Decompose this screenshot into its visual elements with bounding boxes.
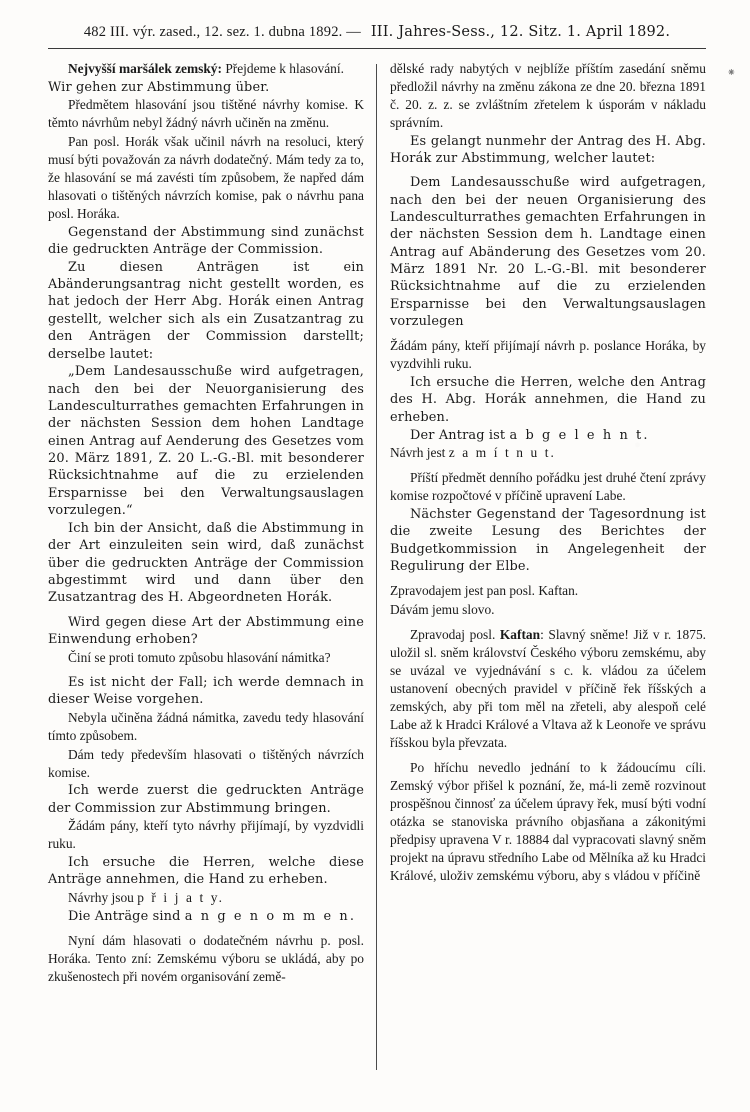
paragraph-text: Ich ersuche die Herren, welche diese Anträge annehmen, die Hand zu erheben. — [48, 854, 364, 888]
paragraph — [390, 759, 706, 885]
header-rule — [48, 48, 706, 49]
paragraph-text: Ich bin der Ansicht, daß die Abstimmung in der Art einzuleiten sein wird, daß zunächst über die gedruckten Anträge der Commission abgestimmt wird und dann über den Zusatzantrag des H. Abgeordneten Horák. — [48, 520, 364, 606]
paragraph-text: Činí se proti tomuto způsobu hlasování námitka? — [68, 649, 331, 665]
speaker-role: Zpravodaj posl. — [410, 626, 500, 642]
paragraph — [390, 374, 706, 426]
speaker-name: Kaftan — [499, 626, 541, 642]
paragraph-text: Es ist nicht der Fall; ich werde demnach in dieser Weise vorgehen. — [48, 674, 364, 708]
paragraph-text: Zpravodajem jest pan posl. Kaftan. — [390, 583, 579, 599]
header-czech: 482 III. výr. zased., 12. sez. 1. dubna 1892. — — [83, 24, 362, 40]
emphasized-result: a n g e n o m m e n. — [184, 908, 357, 924]
paragraph-text: Ich werde zuerst die gedruckten Anträge der Commission zur Abstimmung bringen. — [48, 783, 364, 816]
paragraph — [48, 817, 364, 853]
paragraph — [390, 60, 706, 132]
paragraph-text: Návrh jest — [390, 445, 449, 461]
paragraph — [48, 746, 364, 782]
paragraph — [390, 506, 706, 575]
paragraph — [48, 908, 364, 925]
paragraph — [390, 444, 706, 462]
paragraph-text: Ich ersuche die Herren, welche den Antrag des H. Abg. Horák annehmen, die Hand zu erheben. — [390, 374, 706, 425]
paragraph-text: Zu diesen Anträgen ist ein Abänderungsantrag nicht gestellt worden, es hat jedoch der Herr Abg. Horák einen Antrag gestellt, welcher sich als ein Zusatzantrag zu den Anträgen der Commission darstellt; derselbe lautet: — [48, 259, 364, 362]
paragraph-text: Přejdeme k hlasování. — [221, 61, 344, 76]
paragraph-text: Nächster Gegenstand der Tagesordnung ist die zweite Lesung des Berichtes der Budgetkommission in Angelegenheit der Regulirung der Elbe. — [390, 506, 706, 574]
speaker-name: Nejvyšší maršálek zemský: — [68, 61, 222, 76]
paragraph — [390, 601, 706, 619]
paragraph — [48, 224, 364, 259]
paragraph-text: dělské rady nabytých v nejblíže příštím zasedání sněmu předložil návrhy na změnu zákona ze dne 20. března 1891 č. 20. z. z. se zvláštním zřetelem k úsporám v nákladu správním. — [390, 61, 706, 131]
paragraph-text: Es gelangt nunmehr der Antrag des H. Abg. Horák zur Abstimmung, welcher lautet: — [390, 133, 706, 166]
paragraph-text: Dávám jemu slovo. — [390, 601, 495, 617]
paragraph-text: Pan posl. Horák však učinil návrh na resoluci, který musí býti považován za návrh dodatečný. Mám tedy za to, že hlasování se má zavésti tím způsobem, že napřed dám hlasovati o tištěných návrzích komise, pak o návrhu pana posl. Horáka. — [48, 133, 364, 222]
paragraph — [48, 259, 364, 363]
emphasized-result: z a m í t n u t. — [448, 445, 557, 461]
paragraph — [390, 337, 706, 373]
paragraph — [48, 674, 364, 709]
paragraph-text: Nyní dám hlasovati o dodatečném návrhu p. posl. Horáka. Tento zní: Zemskému výboru se ukládá, aby po zkušenostech při novém organisování země- — [48, 933, 364, 985]
paragraph — [390, 133, 706, 168]
paragraph-text: Wir gehen zur Abstimmung über. — [48, 79, 270, 95]
paragraph — [48, 889, 364, 907]
paragraph — [48, 614, 364, 649]
header-german: III. Jahres-Sess., 12. Sitz. 1. April 1892. — [370, 24, 671, 40]
paragraph — [48, 79, 364, 96]
paragraph-text: Po hříchu nevedlo jednání to k žádoucímu cíli. Zemský výbor přišel k poznání, že, má-li země rozvinout prospěšnou činnosť za účelem úpravy řek, musí býti vodní otázka se stanoviska právního objasňana a zákonitými předpisy upravena V r. 18884 dal vypracovati slavný sněm projekt na úpravu středního Labe od Mělníka až ku Hradci Králové, uloživ zemskému výboru, aby s vládou v příčině — [390, 760, 706, 884]
paragraph-text: Předmětem hlasování jsou tištěné návrhy komise. K těmto návrhům nebyl žádný návrh učiněn na změnu. — [48, 97, 364, 131]
paragraph — [48, 96, 364, 132]
paragraph — [48, 782, 364, 817]
paragraph — [390, 626, 706, 752]
left-column — [48, 60, 364, 987]
paragraph — [390, 469, 706, 505]
paragraph-text: : Slavný sněme! Již v r. 1875. uložil sl. sněm království Českého výboru zemskému, aby se uvázal ve vyjednávání s c. k. vládou za účelem ustanovení obecných pravidel v příčině řek říšských a zemských, aby při tom měl na zřeteli, aby alespoň celé Labe až k Hradci Králové a Vltava až k Leonoře ve správu říšskou byla převzata. — [390, 626, 706, 751]
right-column — [390, 60, 706, 886]
paragraph — [48, 133, 364, 223]
paragraph-text: Návrhy jsou — [68, 890, 138, 906]
paragraph-text: Die Anträge sind — [68, 908, 185, 924]
paragraph-text: „Dem Landesausschuße wird aufgetragen, nach den bei der Neuorganisierung des Landesculturrathes gemachten Erfahrungen in der nächsten Session dem hohen Landtage einen Antrag auf Aenderung des Gesetzes vom 20. März 1891, Z. 20 L.-G.-Bl. mit besonderer Rücksichtnahme auf die zu erzielenden Ersparnisse bei den Verwaltungsauslagen vorzulegen.“ — [48, 364, 364, 519]
paragraph — [48, 932, 364, 986]
paragraph-text: Dám tedy především hlasovati o tištěných návrzích komise. — [48, 746, 364, 780]
column-divider — [376, 64, 377, 1070]
paragraph-text: Žádám pány, kteří tyto návrhy přijímají, by vyzdvidli ruku. — [48, 818, 364, 852]
paragraph — [48, 709, 364, 745]
paragraph-text: Příští předmět denního pořádku jest druhé čtení zprávy komise rozpočtové v příčině upravení Labe. — [390, 470, 706, 504]
paragraph-text: Žádám pány, kteří přijímají návrh p. poslance Horáka, by vyzdvihli ruku. — [390, 338, 706, 372]
paragraph — [48, 363, 364, 519]
paragraph-text: Gegenstand der Abstimmung sind zunächst die gedruckten Anträge der Commission. — [48, 224, 364, 257]
corner-mark: ⁕ — [726, 67, 736, 79]
paragraph — [48, 854, 364, 889]
paragraph — [390, 174, 706, 330]
paragraph — [48, 520, 364, 607]
paragraph-text: Nebyla učiněna žádná námitka, zavedu tedy hlasování tímto způsobem. — [48, 710, 364, 744]
paragraph — [390, 427, 706, 444]
paragraph-text: Dem Landesausschuße wird aufgetragen, nach den bei der neuen Organisierung des Landesculturrathes gemachten Erfahrungen in der nächsten Session dem h. Landtage einen Antrag auf Abänderung des Gesetzes vom 20. März 1891 Nr. 20 L.-G.-Bl. mit besonderer Rücksichtnahme auf die zu erzielenden Ersparnisse bei den Verwaltungsauslagen vorzulegen — [390, 175, 706, 330]
body-columns — [48, 60, 706, 1080]
paragraph — [48, 649, 364, 667]
paragraph-text: Wird gegen diese Art der Abstimmung eine Einwendung erhoben? — [48, 614, 364, 647]
paragraph — [390, 582, 706, 600]
paragraph — [48, 60, 364, 78]
paragraph-text: Der Antrag ist — [410, 427, 510, 443]
emphasized-result: a b g e l e h n t. — [509, 427, 650, 443]
emphasized-result: p ř i j a t y. — [137, 890, 225, 906]
page-header — [52, 24, 702, 41]
